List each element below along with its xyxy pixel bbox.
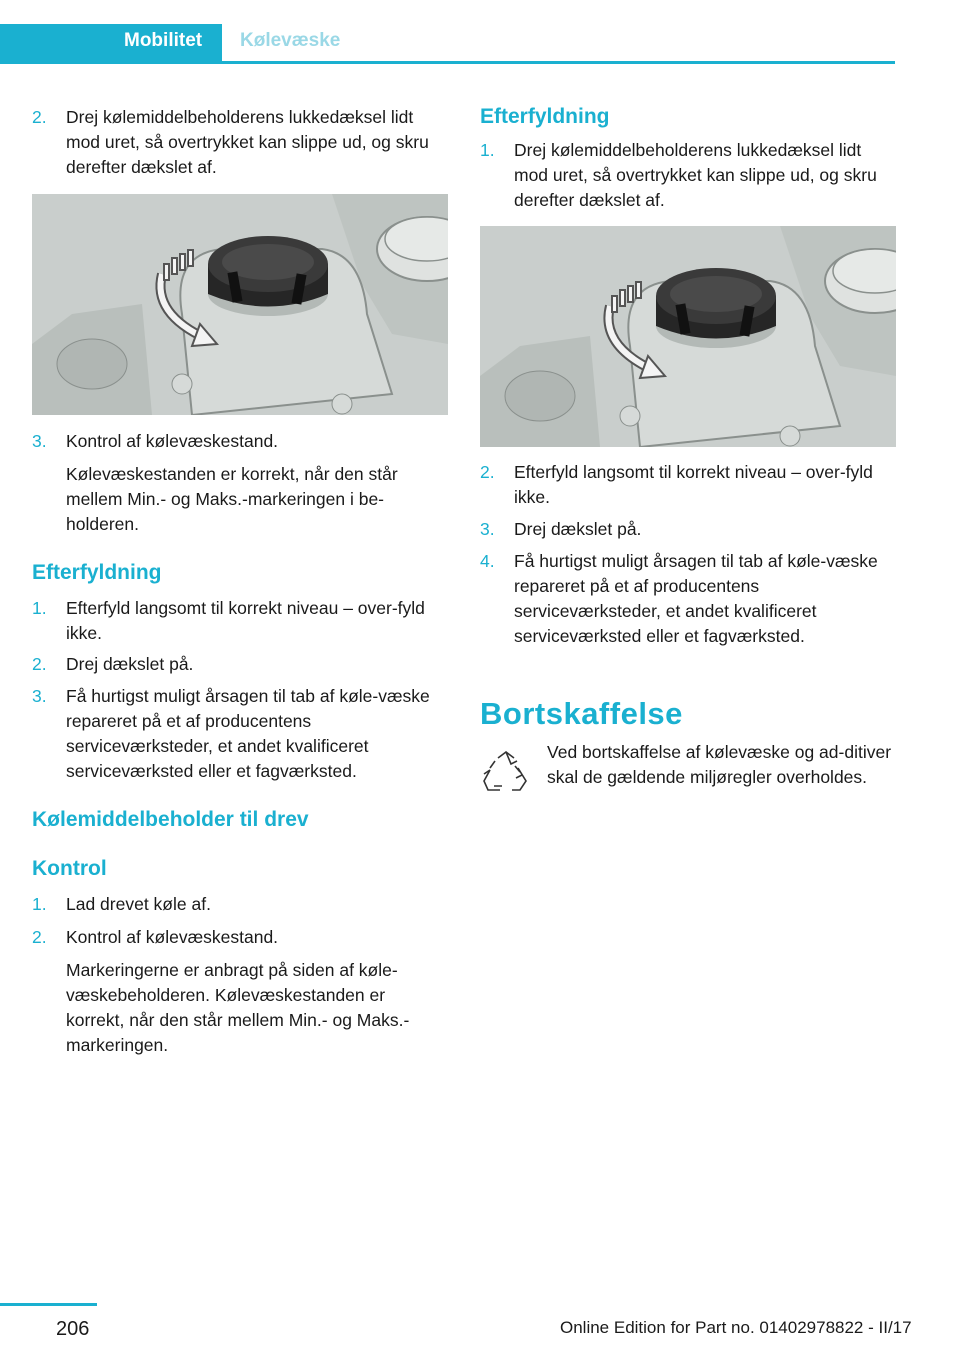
step-number: 2. — [32, 107, 47, 127]
step-text: Efterfyld langsomt til korrekt niveau – over-fyld ikke. — [66, 598, 425, 643]
tab-mobilitet[interactable]: Mobilitet — [0, 24, 222, 61]
drive-coolant-heading: Kølemiddelbeholder til drev — [32, 808, 309, 831]
step-number: 4. — [480, 551, 495, 571]
step-text: Lad drevet køle af. — [66, 894, 211, 914]
coolant-cap-illustration — [32, 194, 448, 415]
right-step-1 — [480, 138, 896, 213]
step-3-paragraph: Kølevæskestanden er korrekt, når den står mellem Min.- og Maks.-markeringen i be-holderen. — [66, 464, 398, 534]
page-number: 206 — [56, 1318, 90, 1340]
step-text: Drej dækslet på. — [514, 519, 642, 539]
step-text: Kontrol af kølevæskestand. — [66, 927, 279, 947]
refill-step-1 — [32, 596, 448, 646]
step-number: 3. — [32, 686, 47, 706]
refill-step-3 — [32, 684, 448, 784]
refill-heading: Efterfyldning — [32, 561, 162, 584]
footer-rule — [0, 1303, 97, 1306]
step-text: Drej dækslet på. — [66, 654, 194, 674]
control-paragraph: Markeringerne er anbragt på siden af køle-væskebeholderen. Kølevæskestanden er korrekt, når den står mellem Min.- og Maks.-markeringen. — [66, 960, 410, 1055]
control-step-2 — [32, 925, 448, 950]
coolant-cap-photo — [32, 194, 448, 415]
disposal-heading: Bortskaffelse — [480, 696, 683, 731]
tab-kolevaeske[interactable]: Kølevæske — [240, 30, 341, 51]
step-number: 1. — [32, 894, 47, 914]
control-heading: Kontrol — [32, 857, 107, 880]
step-number: 3. — [32, 431, 47, 451]
step-number: 1. — [32, 598, 47, 618]
step-text: Drej kølemiddelbeholderens lukkedæksel lidt mod uret, så overtrykket kan slippe ud, og skru derefter dækslet af. — [66, 107, 429, 177]
step-number: 3. — [480, 519, 495, 539]
recycle-icon — [480, 748, 532, 800]
chapter-tab-bar — [0, 24, 895, 64]
coolant-cap-photo-right — [480, 226, 896, 447]
left-step-3 — [32, 429, 448, 454]
right-step-3 — [480, 517, 896, 542]
step-number: 2. — [480, 462, 495, 482]
header-rule — [0, 61, 895, 64]
step-text: Få hurtigst muligt årsagen til tab af køle-væske repareret på et af producentens serviceværksteder, et andet kvalificeret serviceværksted eller et fagværksted. — [66, 686, 430, 781]
right-step-4 — [480, 549, 896, 649]
step-text: Få hurtigst muligt årsagen til tab af køle-væske repareret på et af producentens serviceværksteder, et andet kvalificeret serviceværksted eller et fagværksted. — [514, 551, 878, 646]
refill-step-2 — [32, 652, 448, 677]
step-number: 1. — [480, 140, 495, 160]
edition-note: Online Edition for Part no. 01402978822 - II/17 — [560, 1318, 912, 1337]
right-step-2 — [480, 460, 896, 510]
left-step-2 — [32, 105, 448, 180]
right-refill-heading: Efterfyldning — [480, 105, 610, 128]
step-number: 2. — [32, 654, 47, 674]
coolant-cap-illustration — [480, 226, 896, 447]
step-text: Drej kølemiddelbeholderens lukkedæksel lidt mod uret, så overtrykket kan slippe ud, og skru derefter dækslet af. — [514, 140, 877, 210]
control-step-1 — [32, 892, 448, 917]
step-text: Kontrol af kølevæskestand. — [66, 431, 279, 451]
step-number: 2. — [32, 927, 47, 947]
step-text: Efterfyld langsomt til korrekt niveau – over-fyld ikke. — [514, 462, 873, 507]
disposal-text: Ved bortskaffelse af kølevæske og ad-ditiver skal de gældende miljøregler overholdes. — [547, 742, 892, 787]
